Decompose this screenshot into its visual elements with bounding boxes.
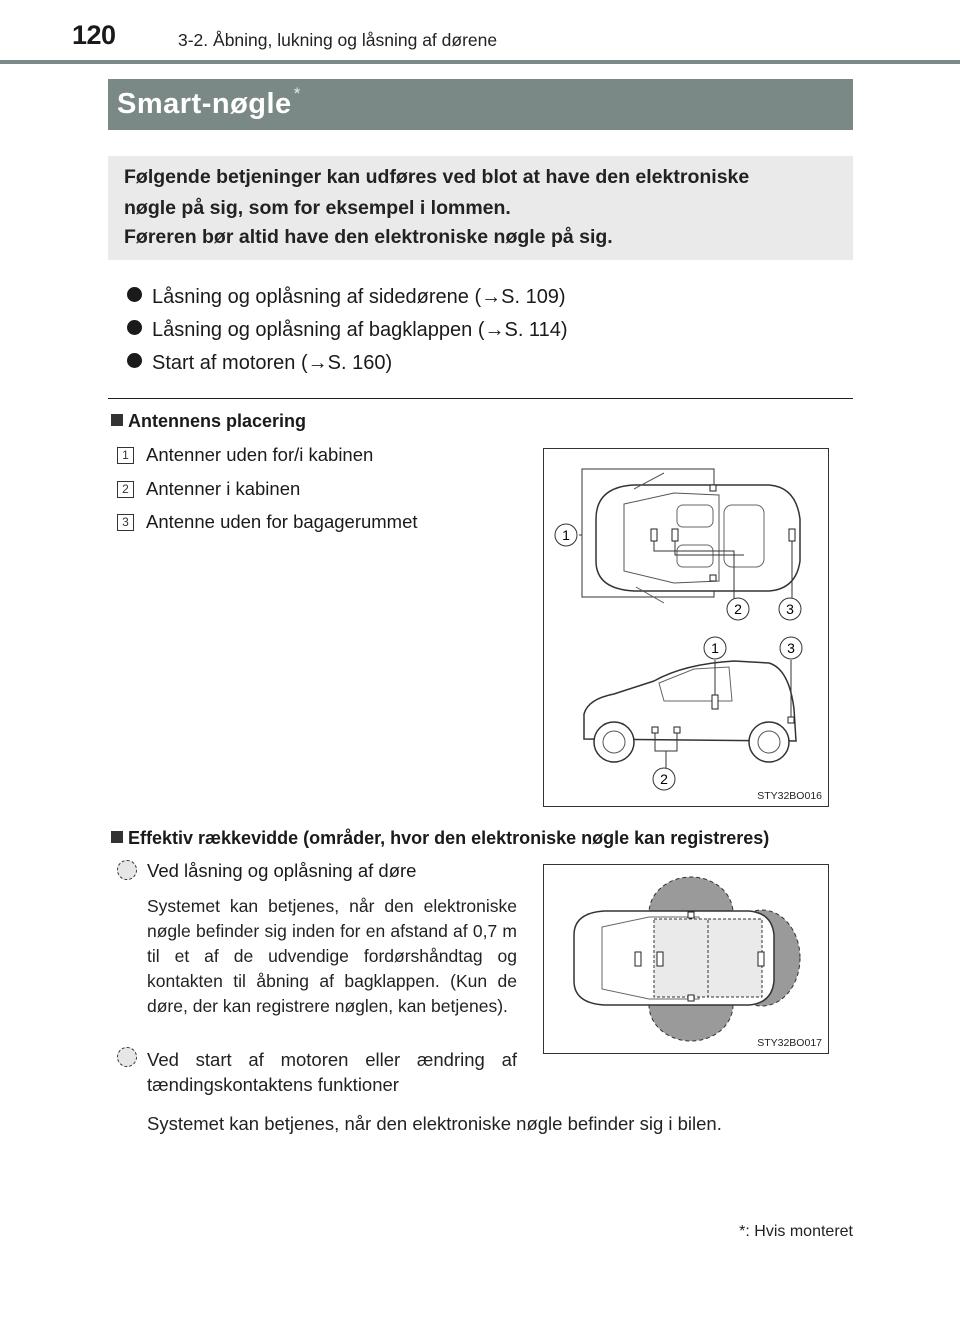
car-wheel-icon	[594, 722, 634, 762]
range-item-body: Systemet kan betjenes, når den elektroniske nøgle befinder sig inden for en afstand af 0,7 m til et af de udvendige fordørshåndtag og kontakten til åbning af bagklappen. (Kun de døre, der kan registrere nøglen, kan betjenes).	[147, 896, 517, 1016]
bullet-item	[127, 319, 567, 342]
title-marker: *	[293, 84, 301, 103]
page-title-bar	[108, 79, 853, 130]
antenna-item	[117, 511, 418, 533]
callout-3-label: 3	[786, 601, 794, 617]
figure-code: STY32BO016	[757, 790, 822, 802]
section-square-icon	[111, 414, 123, 426]
footnote-marker: *	[739, 1223, 746, 1240]
footnote-text: : Hvis monteret	[745, 1223, 853, 1240]
range-zone-icon	[117, 860, 137, 880]
section-title: 3-2. Åbning, lukning og låsning af dørene	[178, 30, 498, 50]
intro-line: Føreren bør altid have den elektroniske nøgle på sig.	[124, 226, 613, 248]
number-badge: 2	[117, 481, 134, 498]
range-heading-text: Effektiv rækkevidde (områder, hvor den elektroniske nøgle kan registreres)	[128, 828, 770, 848]
intro-box	[108, 156, 853, 260]
callout-2-label: 2	[734, 601, 742, 617]
callout-2-label: 2	[660, 771, 668, 787]
range-zone-icon	[117, 1047, 137, 1067]
bullet-text: Låsning og oplåsning af sidedørene (→S. 109)	[152, 286, 566, 308]
car-wheel-icon	[749, 722, 789, 762]
section-square-icon	[111, 831, 123, 843]
footnote	[739, 1223, 853, 1241]
antenna-marker	[788, 717, 794, 723]
antenna-marker	[688, 912, 694, 918]
antenna-marker	[758, 952, 764, 966]
antenna-marker	[710, 575, 716, 581]
page-title-text: Smart-nøgle	[117, 88, 292, 120]
antenna-heading-text: Antennens placering	[128, 411, 307, 431]
bullet-text: Start af motoren (→S. 160)	[152, 352, 393, 374]
range-section-heading	[111, 828, 769, 849]
range-diagram	[544, 865, 828, 1053]
page-title	[117, 84, 301, 121]
intro-line: nøgle på sig, som for eksempel i lommen.	[124, 197, 511, 219]
figure-code: STY32BO017	[757, 1037, 822, 1049]
intro-line: Følgende betjeninger kan udføres ved blot at have den elektroniske	[124, 166, 750, 188]
antenna-section-heading	[111, 411, 306, 432]
bullet-item	[127, 352, 392, 375]
bullet-dot	[127, 353, 142, 368]
antenna-marker	[688, 995, 694, 1001]
range-item-body: Systemet kan betjenes, når den elektroniske nøgle befinder sig i bilen.	[147, 1113, 722, 1134]
antenna-location-figure	[543, 448, 829, 807]
number-badge: 3	[117, 514, 134, 531]
callout-3-label: 3	[787, 640, 795, 656]
number-badge: 1	[117, 447, 134, 464]
bullet-item	[127, 286, 566, 309]
antenna-item-text: Antenne uden for bagagerummet	[146, 511, 418, 532]
antenna-item	[117, 444, 373, 466]
bullet-dot	[127, 287, 142, 302]
header-divider	[0, 60, 960, 64]
antenna-diagram	[544, 449, 828, 806]
bullet-text: Låsning og oplåsning af bagklappen (→S. 114)	[152, 319, 568, 341]
page-number: 120	[72, 20, 116, 50]
antenna-marker	[674, 727, 680, 733]
car-top-view	[596, 485, 800, 591]
antenna-marker	[672, 529, 678, 541]
antenna-item-text: Antenner uden for/i kabinen	[146, 444, 374, 465]
antenna-marker	[652, 727, 658, 733]
section-divider	[108, 398, 853, 399]
antenna-marker	[789, 529, 795, 541]
range-item-title: Ved låsning og oplåsning af døre	[147, 860, 417, 881]
antenna-marker	[657, 952, 663, 966]
bullet-dot	[127, 320, 142, 335]
callout-1-label: 1	[562, 527, 570, 543]
antenna-item-text: Antenner i kabinen	[146, 478, 301, 499]
antenna-item	[117, 478, 300, 500]
range-figure	[543, 864, 829, 1054]
antenna-marker	[710, 485, 716, 491]
callout-1-label: 1	[711, 640, 719, 656]
antenna-marker	[712, 695, 718, 709]
interior-range-zone	[708, 919, 762, 997]
range-item-title: Ved start af motoren eller ændring af tændingskontaktens funktioner	[147, 1049, 517, 1095]
antenna-marker	[651, 529, 657, 541]
antenna-marker	[635, 952, 641, 966]
